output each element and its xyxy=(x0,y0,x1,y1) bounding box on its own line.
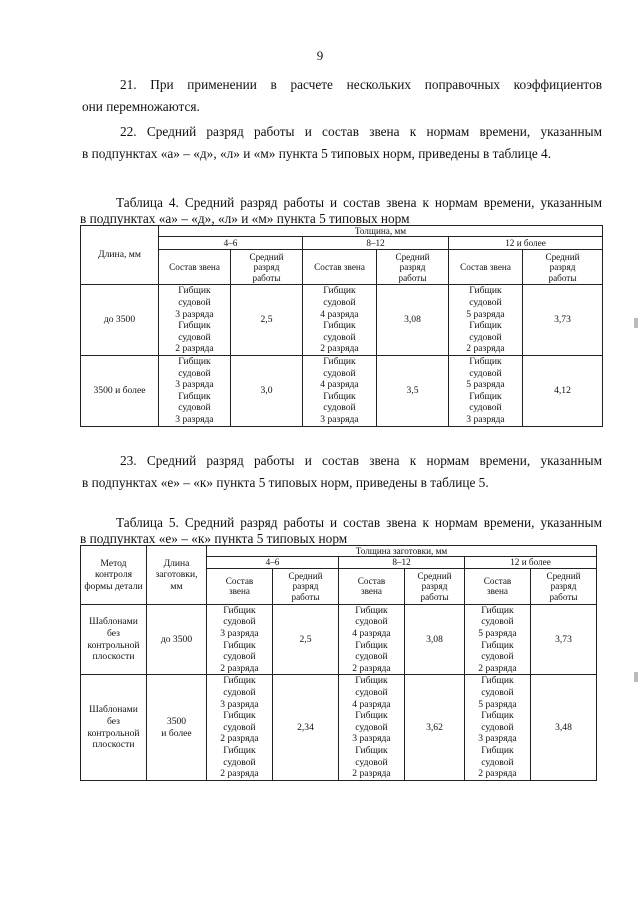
cell-line: судовой xyxy=(481,616,514,628)
cell-line: Гибщик xyxy=(469,355,502,367)
composition-cell xyxy=(159,355,231,426)
grade-cell: 3,0 xyxy=(231,355,303,426)
cell-line: судовой xyxy=(355,686,388,698)
grade-cell: 3,08 xyxy=(405,604,465,675)
cell-line: судовой xyxy=(481,721,514,733)
cell-line: Гибщик xyxy=(178,390,211,402)
subheader-grade xyxy=(377,250,449,285)
cell-line: Гибщик xyxy=(323,390,356,402)
cell-line: Гибщик xyxy=(481,744,514,756)
paragraph-line: 23. Средний разряд работы и состав звена к нормам времени, указанным xyxy=(120,453,602,468)
table-4-caption xyxy=(80,195,602,227)
cell-line: 2 разряда xyxy=(478,768,517,780)
composition-cell xyxy=(465,675,531,780)
cell-line: Гибщик xyxy=(355,675,388,687)
cell-line: 3 разряда xyxy=(320,413,359,425)
scan-mark xyxy=(634,318,638,328)
cell-line: судовой xyxy=(323,402,356,414)
cell-line: 2 разряда xyxy=(175,343,214,355)
cell-line: работы xyxy=(548,272,577,283)
cell-line: судовой xyxy=(223,721,256,733)
cell-line: Гибщик xyxy=(323,320,356,332)
cell-line: судовой xyxy=(355,721,388,733)
cell-line: работы xyxy=(420,591,449,602)
cell-line: судовой xyxy=(223,651,256,663)
method-cell xyxy=(81,675,147,780)
cell-line: Гибщик xyxy=(481,710,514,722)
cell-line: Гибщик xyxy=(323,285,356,297)
grade-cell: 2,5 xyxy=(231,285,303,356)
table-4 xyxy=(80,225,603,427)
cell-line: Гибщик xyxy=(223,675,256,687)
length-cell xyxy=(147,675,207,780)
cell-line: Средний xyxy=(249,251,284,262)
cell-line: 3 разряда xyxy=(175,379,214,391)
cell-line: судовой xyxy=(178,297,211,308)
paragraph-22 xyxy=(82,121,602,165)
cell-line: Средний xyxy=(545,251,580,262)
cell-line: 3 разряда xyxy=(466,413,505,425)
table-row xyxy=(81,355,603,426)
cell-line: судовой xyxy=(355,651,388,663)
cell-line: Гибщик xyxy=(469,320,502,332)
cell-line: судовой xyxy=(323,331,356,343)
cell-line: 5 разряда xyxy=(466,308,505,320)
cell-line: Средний xyxy=(288,570,323,581)
paragraph-line: 21. При применении в расчете нескольких поправочных коэффициентов xyxy=(120,77,602,92)
caption-line: в подпунктах «а» – «д», «л» и «м» пункта 5 типовых норм xyxy=(80,211,410,226)
cell-line: 5 разряда xyxy=(478,628,517,639)
method-cell xyxy=(81,604,147,675)
cell-line: разряд xyxy=(549,262,576,273)
cell-line: 2 разряда xyxy=(352,662,391,674)
header-length xyxy=(147,546,207,605)
grade-cell: 2,34 xyxy=(273,675,339,780)
scan-mark xyxy=(634,672,638,682)
cell-line: 4 разряда xyxy=(352,628,391,639)
header-length: Длина, мм xyxy=(81,226,159,285)
cell-line: 4 разряда xyxy=(352,698,391,710)
cell-line: Гибщик xyxy=(469,285,502,297)
cell-line: Гибщик xyxy=(355,744,388,756)
cell-line: Гибщик xyxy=(481,675,514,687)
cell-line: судовой xyxy=(481,756,514,768)
cell-line: заготовки, xyxy=(155,569,198,581)
subheader-composition: Состав звена xyxy=(159,250,231,285)
grade-cell: 3,73 xyxy=(523,285,603,356)
cell-line: 3 разряда xyxy=(175,413,214,425)
cell-line: Гибщик xyxy=(481,604,514,616)
table-row xyxy=(81,285,603,356)
cell-line: звена xyxy=(229,586,250,597)
cell-line: 3 разряда xyxy=(478,733,517,745)
range-header: 8–12 xyxy=(339,557,465,568)
cell-line: 3 разряда xyxy=(220,698,259,710)
composition-cell xyxy=(339,604,405,675)
cell-line: судовой xyxy=(469,331,502,343)
subheader-composition xyxy=(339,568,405,604)
paragraph-23 xyxy=(82,450,602,494)
cell-line: 4 разряда xyxy=(320,308,359,320)
grade-cell: 3,62 xyxy=(405,675,465,780)
range-header: 8–12 xyxy=(303,237,449,250)
cell-line: 2 разряда xyxy=(220,662,259,674)
cell-line: Гибщик xyxy=(355,604,388,616)
cell-line: судовой xyxy=(223,756,256,768)
cell-line: 5 разряда xyxy=(478,698,517,710)
cell-line: плоскости xyxy=(92,739,135,751)
cell-line: формы детали xyxy=(84,580,143,592)
cell-line: Гибщик xyxy=(178,355,211,367)
length-cell: до 3500 xyxy=(81,285,159,356)
grade-cell: 4,12 xyxy=(523,355,603,426)
cell-line: 4 разряда xyxy=(320,379,359,391)
caption-line: Таблица 5. Средний разряд работы и состав звена к нормам времени, указанным xyxy=(116,515,602,530)
cell-line: разряд xyxy=(550,581,577,592)
cell-line: и более xyxy=(161,727,192,739)
range-header: 4–6 xyxy=(207,557,339,568)
cell-line: работы xyxy=(549,591,578,602)
paragraph-line: в подпунктах «а» – «д», «л» и «м» пункта 5 типовых норм, приведены в таблице 4. xyxy=(82,146,552,161)
subheader-composition: Состав звена xyxy=(449,250,523,285)
caption-line: в подпунктах «е» – «к» пункта 5 типовых норм xyxy=(80,531,348,546)
grade-cell: 3,08 xyxy=(377,285,449,356)
cell-line: Гибщик xyxy=(481,639,514,651)
composition-cell xyxy=(449,285,523,356)
caption-line: Таблица 4. Средний разряд работы и состав звена к нормам времени, указанным xyxy=(116,195,602,210)
cell-line: работы xyxy=(291,591,320,602)
grade-cell: 3,73 xyxy=(531,604,597,675)
table-row xyxy=(81,675,597,780)
cell-line: судовой xyxy=(469,367,502,379)
cell-line: судовой xyxy=(323,367,356,379)
cell-line: мм xyxy=(170,580,183,592)
cell-line: 2 разряда xyxy=(352,768,391,780)
cell-line: Гибщик xyxy=(223,710,256,722)
cell-line: Длина xyxy=(163,557,190,569)
cell-line: судовой xyxy=(481,686,514,698)
cell-line: Состав xyxy=(483,575,512,586)
composition-cell xyxy=(207,675,273,780)
cell-line: работы xyxy=(398,272,427,283)
cell-line: разряд xyxy=(292,581,319,592)
range-header: 4–6 xyxy=(159,237,303,250)
subheader-grade xyxy=(231,250,303,285)
cell-line: 3 разряда xyxy=(175,308,214,320)
length-cell xyxy=(147,604,207,675)
range-header: 12 и более xyxy=(465,557,597,568)
cell-line: судовой xyxy=(323,297,356,308)
cell-line: 5 разряда xyxy=(466,379,505,391)
header-thickness: Толщина, мм xyxy=(159,226,603,237)
grade-cell: 3,5 xyxy=(377,355,449,426)
cell-line: судовой xyxy=(481,651,514,663)
subheader-grade xyxy=(531,568,597,604)
cell-line: Состав xyxy=(357,575,386,586)
paragraph-line: в подпунктах «е» – «к» пункта 5 типовых норм, приведены в таблице 5. xyxy=(82,475,489,490)
grade-cell: 2,5 xyxy=(273,604,339,675)
cell-line: Метод xyxy=(100,557,127,569)
cell-line: плоскости xyxy=(92,651,135,663)
header-thickness: Толщина заготовки, мм xyxy=(207,546,597,557)
cell-line: судовой xyxy=(223,616,256,628)
cell-line: звена xyxy=(487,586,508,597)
composition-cell xyxy=(207,604,273,675)
cell-line: контроля xyxy=(94,569,133,581)
cell-line: Гибщик xyxy=(223,744,256,756)
cell-line: до 3500 xyxy=(160,633,193,645)
cell-line: Гибщик xyxy=(469,390,502,402)
cell-line: звена xyxy=(361,586,382,597)
cell-line: 3 разряда xyxy=(220,628,259,639)
subheader-grade xyxy=(405,568,465,604)
page-number: 9 xyxy=(316,48,324,63)
cell-line: без xyxy=(107,628,120,639)
cell-line: судовой xyxy=(469,297,502,308)
paragraph-line: 22. Средний разряд работы и состав звена к нормам времени, указанным xyxy=(120,124,602,139)
cell-line: судовой xyxy=(355,756,388,768)
table-row xyxy=(81,604,597,675)
cell-line: работы xyxy=(252,272,281,283)
cell-line: Гибщик xyxy=(323,355,356,367)
cell-line: Средний xyxy=(546,570,581,581)
cell-line: судовой xyxy=(469,402,502,414)
cell-line: Гибщик xyxy=(223,604,256,616)
composition-cell xyxy=(339,675,405,780)
subheader-composition xyxy=(207,568,273,604)
table-5-caption xyxy=(80,515,602,547)
cell-line: разряд xyxy=(253,262,280,273)
cell-line: контрольной xyxy=(87,727,140,739)
cell-line: без xyxy=(107,715,120,727)
cell-line: судовой xyxy=(223,686,256,698)
cell-line: судовой xyxy=(178,331,211,343)
cell-line: Гибщик xyxy=(178,320,211,332)
paragraph-21 xyxy=(82,74,602,118)
table-5 xyxy=(80,545,597,781)
grade-cell: 3,48 xyxy=(531,675,597,780)
cell-line: Гибщик xyxy=(223,639,256,651)
cell-line: 3500 xyxy=(166,715,187,727)
range-header: 12 и более xyxy=(449,237,603,250)
cell-line: Шаблонами xyxy=(89,704,138,716)
cell-line: судовой xyxy=(355,616,388,628)
composition-cell xyxy=(159,285,231,356)
subheader-grade xyxy=(523,250,603,285)
cell-line: 2 разряда xyxy=(220,768,259,780)
cell-line: Состав xyxy=(225,575,254,586)
subheader-composition: Состав звена xyxy=(303,250,377,285)
cell-line: Средний xyxy=(395,251,430,262)
paragraph-line: они перемножаются. xyxy=(82,99,200,114)
length-cell: 3500 и более xyxy=(81,355,159,426)
subheader-composition xyxy=(465,568,531,604)
composition-cell xyxy=(465,604,531,675)
composition-cell xyxy=(449,355,523,426)
cell-line: контрольной xyxy=(87,639,140,651)
cell-line: 2 разряда xyxy=(320,343,359,355)
header-method xyxy=(81,546,147,605)
cell-line: судовой xyxy=(178,367,211,379)
cell-line: 2 разряда xyxy=(466,343,505,355)
composition-cell xyxy=(303,285,377,356)
cell-line: 2 разряда xyxy=(478,662,517,674)
cell-line: Гибщик xyxy=(355,710,388,722)
cell-line: судовой xyxy=(178,402,211,414)
cell-line: Шаблонами xyxy=(89,616,138,628)
subheader-grade xyxy=(273,568,339,604)
cell-line: Средний xyxy=(417,570,452,581)
composition-cell xyxy=(303,355,377,426)
cell-line: 3 разряда xyxy=(352,733,391,745)
cell-line: Гибщик xyxy=(178,285,211,297)
cell-line: Гибщик xyxy=(355,639,388,651)
cell-line: 2 разряда xyxy=(220,733,259,745)
cell-line: разряд xyxy=(421,581,448,592)
cell-line: разряд xyxy=(399,262,426,273)
